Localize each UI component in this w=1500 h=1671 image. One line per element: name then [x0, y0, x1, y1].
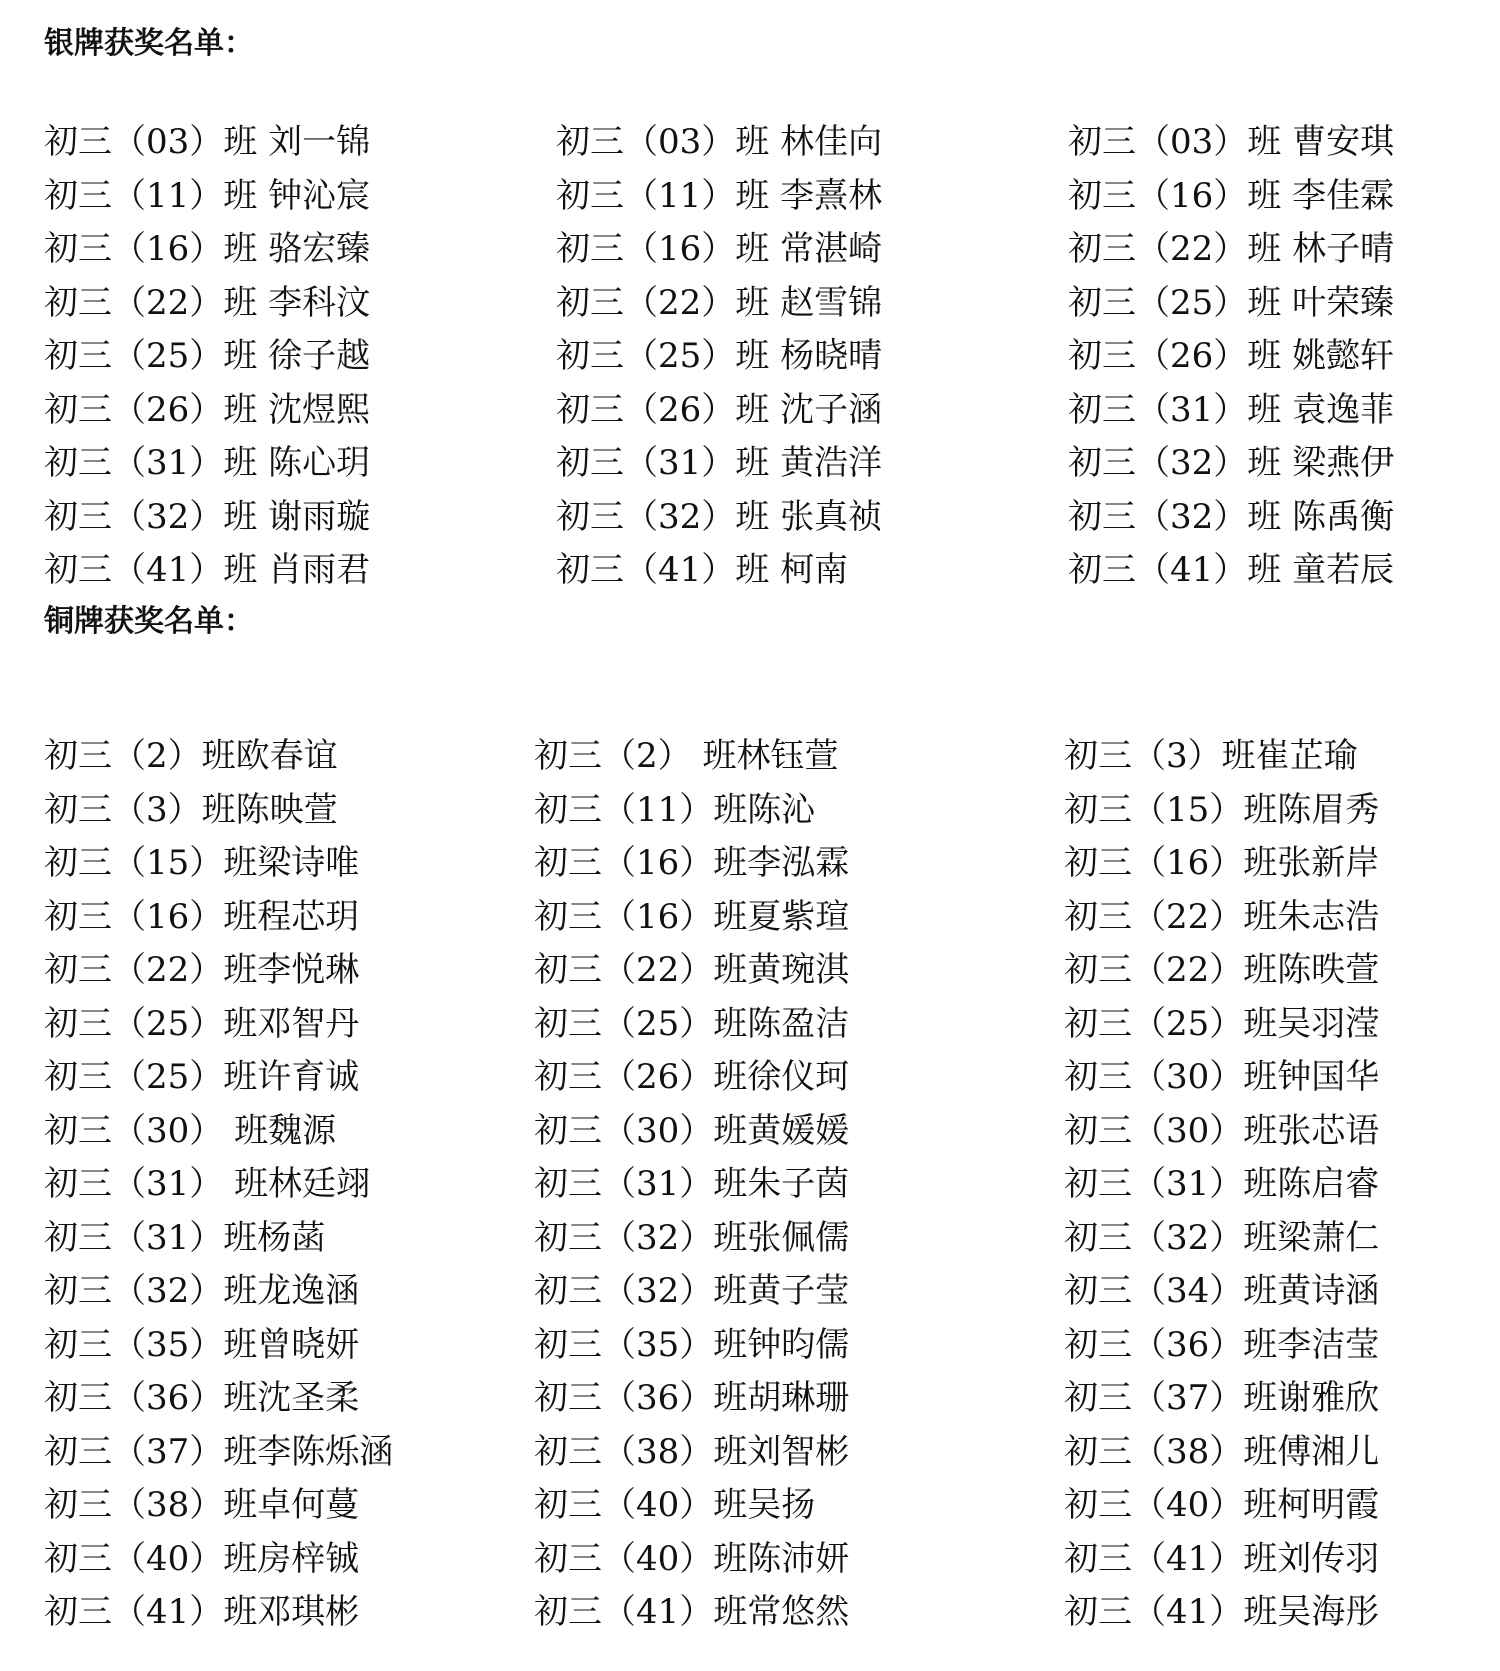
bronze-award-entry: 初三（22）班李悦琳 — [44, 950, 360, 990]
bronze-award-entry: 初三（26）班徐仪珂 — [534, 1057, 850, 1097]
bronze-award-entry: 初三（37）班李陈烁涵 — [44, 1431, 394, 1472]
bronze-award-entry: 初三（16）班程芯玥 — [44, 896, 360, 937]
silver-award-entry: 初三（31）班 陈心玥 — [44, 443, 371, 483]
bronze-award-entry: 初三（31）班陈启睿 — [1064, 1164, 1380, 1204]
bronze-award-entry: 初三（38）班刘智彬 — [534, 1431, 850, 1472]
bronze-award-entry: 初三（25）班陈盈洁 — [534, 1003, 850, 1044]
bronze-award-entry: 初三（37）班谢雅欣 — [1064, 1378, 1380, 1418]
silver-award-entry: 初三（26）班 沈煜熙 — [44, 389, 371, 430]
bronze-award-entry: 初三（41）班常悠然 — [534, 1592, 850, 1632]
bronze-award-entry: 初三（25）班许育诚 — [44, 1057, 360, 1097]
bronze-award-entry: 初三（22）班黄琬淇 — [534, 950, 850, 990]
bronze-award-entry: 初三（16）班夏紫瑄 — [534, 896, 850, 937]
silver-award-entry: 初三（03）班 刘一锦 — [44, 122, 371, 162]
bronze-award-entry: 初三（40）班柯明霞 — [1064, 1485, 1380, 1525]
bronze-award-entry: 初三（31）班杨菡 — [44, 1217, 326, 1258]
bronze-award-entry: 初三（32）班梁萧仁 — [1064, 1217, 1380, 1258]
bronze-award-entry: 初三（32）班黄子莹 — [534, 1271, 850, 1311]
silver-award-entry: 初三（16）班 常湛崎 — [556, 229, 883, 269]
bronze-award-entry: 初三（16）班张新岸 — [1064, 843, 1380, 883]
bronze-award-entry: 初三（30）班张芯语 — [1064, 1110, 1380, 1151]
bronze-award-entry: 初三（36）班沈圣柔 — [44, 1378, 360, 1418]
silver-award-entry: 初三（26）班 姚懿轩 — [1068, 336, 1395, 376]
bronze-award-entry: 初三（36）班李洁莹 — [1064, 1324, 1380, 1365]
silver-award-list — [44, 116, 1488, 598]
silver-award-entry: 初三（32）班 梁燕伊 — [1068, 443, 1395, 483]
silver-award-entry: 初三（03）班 林佳向 — [556, 122, 883, 162]
bronze-award-entry: 初三（31） 班林廷翊 — [44, 1164, 371, 1204]
silver-award-entry: 初三（32）班 陈禹衡 — [1068, 496, 1395, 537]
bronze-award-entry: 初三（3）班陈映萱 — [44, 789, 338, 830]
silver-award-entry: 初三（31）班 袁逸菲 — [1068, 389, 1395, 430]
silver-award-entry: 初三（25）班 杨晓晴 — [556, 336, 883, 376]
bronze-award-entry: 初三（25）班邓智丹 — [44, 1003, 360, 1044]
silver-award-entry: 初三（11）班 钟沁宸 — [44, 175, 371, 216]
silver-award-entry: 初三（11）班 李熹林 — [556, 175, 883, 216]
bronze-award-entry: 初三（36）班胡琳珊 — [534, 1378, 850, 1418]
silver-award-entry: 初三（41）班 柯南 — [556, 550, 849, 590]
bronze-award-entry: 初三（2） 班林钰萱 — [534, 736, 839, 776]
bronze-award-entry: 初三（38）班傅湘儿 — [1064, 1431, 1380, 1472]
silver-award-entry: 初三（25）班 徐子越 — [44, 336, 371, 376]
bronze-award-entry: 初三（34）班黄诗涵 — [1064, 1271, 1380, 1311]
silver-award-entry: 初三（22）班 李科汶 — [44, 282, 371, 323]
bronze-award-entry: 初三（41）班邓琪彬 — [44, 1592, 360, 1632]
bronze-award-entry: 初三（22）班陈昳萱 — [1064, 950, 1380, 990]
silver-award-entry: 初三（41）班 童若辰 — [1068, 550, 1395, 590]
silver-award-entry: 初三（32）班 张真祯 — [556, 496, 883, 537]
bronze-award-entry: 初三（40）班陈沛妍 — [534, 1538, 850, 1579]
silver-award-entry: 初三（26）班 沈子涵 — [556, 389, 883, 430]
silver-award-entry: 初三（31）班 黄浩洋 — [556, 443, 883, 483]
bronze-award-entry: 初三（30）班黄媛媛 — [534, 1110, 850, 1151]
silver-award-entry: 初三（03）班 曹安琪 — [1068, 122, 1395, 162]
bronze-award-entry: 初三（35）班钟昀儒 — [534, 1324, 850, 1365]
bronze-award-entry: 初三（15）班陈眉秀 — [1064, 789, 1380, 830]
bronze-award-entry: 初三（32）班龙逸涵 — [44, 1271, 360, 1311]
bronze-award-entry: 初三（38）班卓何蔓 — [44, 1485, 360, 1525]
bronze-award-entry: 初三（3）班崔芷瑜 — [1064, 736, 1358, 776]
bronze-award-entry: 初三（30） 班魏源 — [44, 1110, 337, 1151]
bronze-award-entry: 初三（25）班吴羽滢 — [1064, 1003, 1380, 1044]
silver-award-entry: 初三（16）班 骆宏臻 — [44, 229, 371, 269]
silver-award-heading: 银牌获奖名单： — [44, 26, 254, 61]
bronze-award-entry: 初三（22）班朱志浩 — [1064, 896, 1380, 937]
bronze-award-entry: 初三（40）班房梓铖 — [44, 1538, 360, 1579]
silver-award-entry: 初三（16）班 李佳霖 — [1068, 175, 1395, 216]
bronze-award-entry: 初三（41）班吴海彤 — [1064, 1592, 1380, 1632]
bronze-award-entry: 初三（32）班张佩儒 — [534, 1217, 850, 1258]
bronze-award-entry: 初三（15）班梁诗唯 — [44, 843, 360, 883]
bronze-award-entry: 初三（2）班欧春谊 — [44, 736, 338, 776]
silver-award-entry: 初三（41）班 肖雨君 — [44, 550, 371, 590]
bronze-award-entry: 初三（40）班吴扬 — [534, 1485, 816, 1525]
silver-award-entry: 初三（22）班 林子晴 — [1068, 229, 1395, 269]
bronze-award-heading: 铜牌获奖名单： — [44, 604, 254, 639]
silver-award-entry: 初三（32）班 谢雨璇 — [44, 496, 371, 537]
bronze-award-entry: 初三（35）班曾晓妍 — [44, 1324, 360, 1365]
bronze-award-entry: 初三（30）班钟国华 — [1064, 1057, 1380, 1097]
silver-award-entry: 初三（25）班 叶荣臻 — [1068, 282, 1395, 323]
bronze-award-entry: 初三（16）班李泓霖 — [534, 843, 850, 883]
bronze-award-entry: 初三（41）班刘传羽 — [1064, 1538, 1380, 1579]
bronze-award-entry: 初三（11）班陈沁 — [534, 789, 816, 830]
silver-award-entry: 初三（22）班 赵雪锦 — [556, 282, 883, 323]
bronze-award-entry: 初三（31）班朱子茵 — [534, 1164, 850, 1204]
bronze-award-list — [44, 730, 1484, 1640]
